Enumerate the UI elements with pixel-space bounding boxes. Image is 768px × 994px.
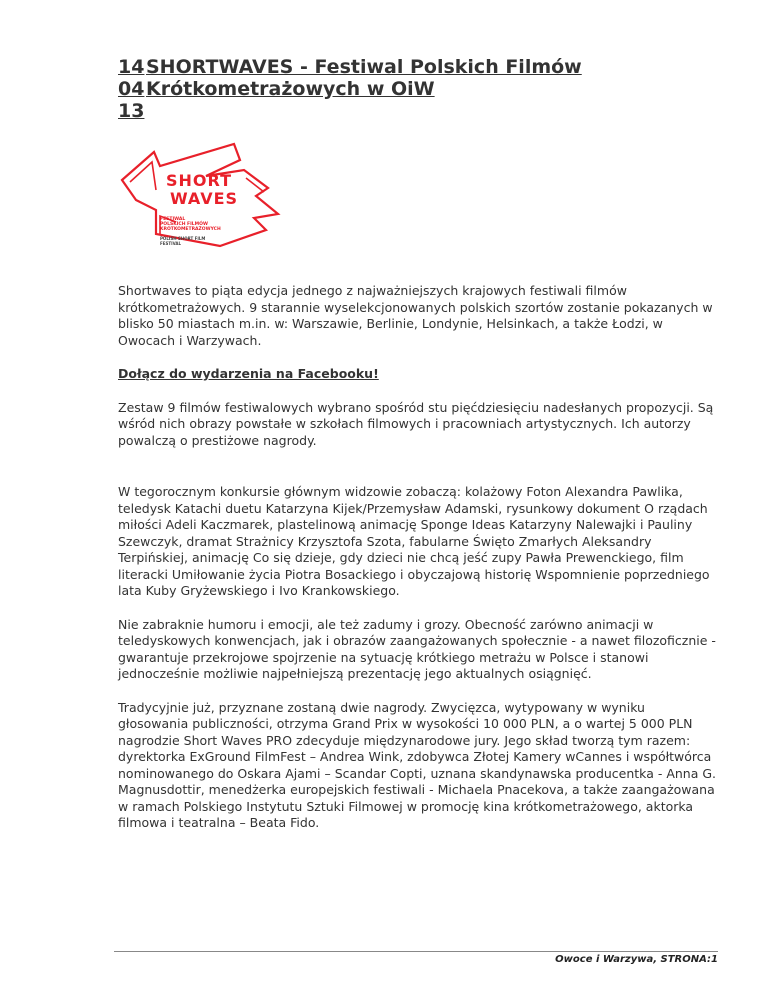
logo-sub1: FESTIWAL	[160, 217, 186, 222]
shortwaves-logo	[116, 130, 286, 265]
logo-sub2: POLSKICH FILMÓW	[160, 222, 208, 227]
article-paragraph-selection: Zestaw 9 filmów festiwalowych wybrano spośród stu pięćdziesięciu nadesłanych propozycji. Są wśród nich obrazy powstałe w szkołach filmowych i pracowniach artystycznych. Ich autorzy powalczą o prestiżowe nagrody.	[118, 399, 714, 448]
facebook-event-link[interactable]: Dołącz do wydarzenia na Facebooku!	[118, 366, 379, 381]
facebook-paragraph	[118, 366, 718, 383]
logo-sub3: KRÓTKOMETRAŻOWYCH	[160, 227, 221, 232]
date-month[interactable]: 04	[118, 78, 145, 100]
article-title[interactable]: SHORTWAVES - Festiwal Polskich Filmów Krótkometrażowych w OiW	[146, 56, 582, 100]
date-block[interactable]	[118, 56, 146, 122]
shortwaves-logo-graphic	[116, 130, 286, 265]
logo-sub4: POLISH SHORT FILM	[160, 236, 206, 241]
article-paragraph-awards: Tradycyjnie już, przyznane zostaną dwie nagrody. Zwycięzca, wytypowany w wyniku głosowania publiczności, otrzyma Grand Prix w wysokości 10 000 PLN, a o wartej 5 000 PLN nagrodzie Short Waves PRO zdecyduje międzynarodowe jury. Jego skład tworzą tym razem: dyrektorka ExGround FilmFest – Andrea Wink, zdobywca Złotej Kamery wCannes i współtwórca nominowanego do Oskara Ajami – Scandar Copti, uznana skandynawska producentka - Anna G. Magnusdottir, menedżerka europejskich festiwali - Michaela Pnacekova, a także zaangażowana w ramach Polskiego Instytutu Sztuki Filmowej w promocję kina krótkometrażowego, aktorka filmowa i teatralna – Beata Fido.	[118, 699, 717, 830]
article-intro: Shortwaves to piąta edycja jednego z najważniejszych krajowych festiwali filmów krótkometrażowych. 9 starannie wyselekcjonowanych polskich szortów zostanie pokazanych w blisko 50 miastach m.in. w: Warszawie, Berlinie, Londynie, Helsinkach, a także Łodzi, w Owocach i Warzywach.	[118, 283, 713, 348]
logo-line1: SHORT	[166, 171, 233, 190]
footer-divider	[114, 951, 718, 952]
page-footer: Owoce i Warzywa, STRONA:1	[555, 954, 718, 965]
date-year[interactable]: 13	[118, 100, 145, 122]
article-paragraph-themes: Nie zabraknie humoru i emocji, ale też zadumy i grozy. Obecność zarówno animacji w teledyskowych konwencjach, jak i obrazów zaangażowanych społecznie - a nawet filozoficznie - gwarantuje przekrojowe spojrzenie na sytuację krótkiego metrażu w Polsce i stanowi jednocześnie możliwie najpełniejszą prezentację jego aktualnych osiągnięć.	[118, 616, 716, 681]
logo-line2: WAVES	[170, 189, 239, 208]
date-day[interactable]: 14	[118, 56, 145, 78]
article-paragraph-films: W tegorocznym konkursie głównym widzowie zobaczą: kolażowy Foton Alexandra Pawlika, teledysk Katachi duetu Katarzyna Kijek/Przemysław Adamski, rysunkowy dokument O rządach miłości Adeli Kaczmarek, plastelinową animację Sponge Ideas Katarzyny Nalewajki i Pauliny Szewczyk, dramat Strażnicy Krzysztofa Szota, fabularne Święto Zmarłych Aleksandry Terpińskiej, animację Co się dzieje, gdy dzieci nie chcą jeść zupy Pawła Prewenckiego, film literacki Umiłowanie życia Piotra Bosackiego i obyczajową historię Wspomnienie poprzedniego lata Kuby Gryżewskiego i Ivo Krankowskiego.	[118, 484, 710, 598]
logo-sub5: FESTIVAL	[160, 241, 182, 246]
article-body	[118, 283, 718, 849]
